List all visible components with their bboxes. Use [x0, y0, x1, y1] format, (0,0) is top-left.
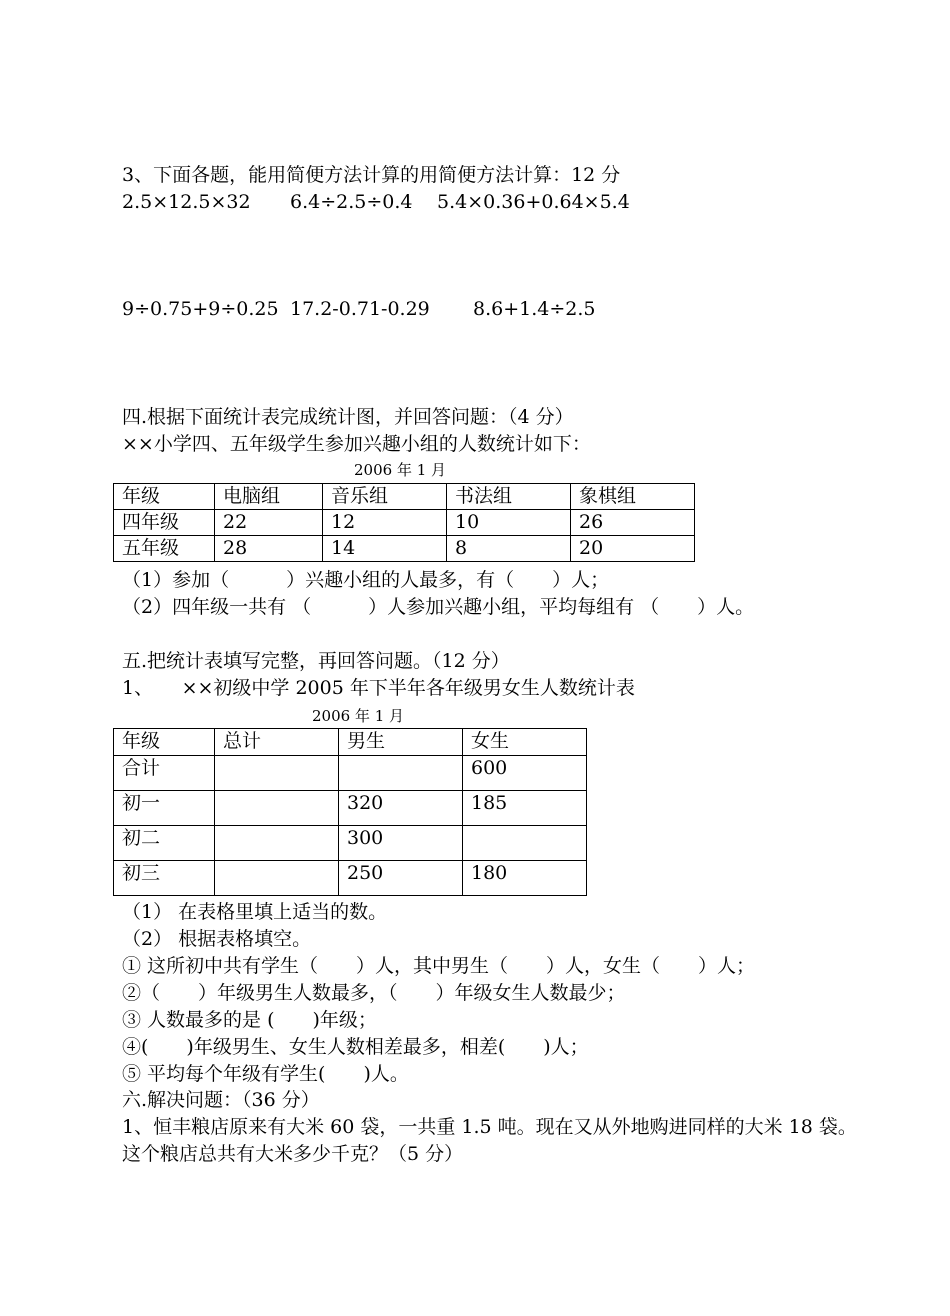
section4-title: 四.根据下面统计表完成统计图，并回答问题：（4 分） — [122, 406, 574, 428]
table-cell: 初二 — [114, 826, 215, 861]
table-cell: 180 — [463, 861, 587, 896]
table-cell — [215, 861, 339, 896]
table-header-cell: 音乐组 — [323, 484, 447, 510]
section5-question-2: （2） 根据表格填空。 — [122, 928, 312, 950]
table-header-row — [114, 729, 587, 756]
table-cell: 320 — [339, 791, 463, 826]
table-cell: 四年级 — [114, 510, 215, 536]
table-cell: 初三 — [114, 861, 215, 896]
table-header-cell: 年级 — [114, 729, 215, 756]
section5-item-2: ②（ ）年级男生人数最多，（ ）年级女生人数最少； — [122, 982, 626, 1004]
table-cell — [215, 791, 339, 826]
table-cell — [215, 756, 339, 791]
expr-4: 9÷0.75+9÷0.25 — [122, 298, 279, 320]
section6-title: 六.解决问题：（36 分） — [122, 1089, 320, 1111]
section4-question-1: （1）参加（ ）兴趣小组的人最多，有（ ）人； — [122, 569, 610, 591]
table-row — [114, 826, 587, 861]
interest-group-table — [113, 483, 695, 562]
table-cell: 10 — [447, 510, 571, 536]
problem-1-line-1: 1、恒丰粮店原来有大米 60 袋，一共重 1.5 吨。现在又从外地购进同样的大米 18 袋。 — [122, 1116, 857, 1138]
table-row — [114, 510, 695, 536]
problem-1-line-2: 这个粮店总共有大米多少千克？（5 分） — [122, 1143, 464, 1165]
table-header-cell: 总计 — [215, 729, 339, 756]
table-cell: 250 — [339, 861, 463, 896]
section4-question-2: （2）四年级一共有 （ ）人参加兴趣小组，平均每组有 （ ）人。 — [122, 596, 755, 618]
table-header-cell: 象棋组 — [571, 484, 695, 510]
table-row — [114, 536, 695, 562]
table-cell: 8 — [447, 536, 571, 562]
table-cell — [463, 826, 587, 861]
table-cell: 22 — [215, 510, 323, 536]
expr-3: 5.4×0.36+0.64×5.4 — [437, 191, 630, 213]
table-cell: 26 — [571, 510, 695, 536]
expr-5: 17.2-0.71-0.29 — [290, 298, 430, 320]
table-cell: 185 — [463, 791, 587, 826]
table-cell: 28 — [215, 536, 323, 562]
table-cell: 五年级 — [114, 536, 215, 562]
expr-6: 8.6+1.4÷2.5 — [473, 298, 596, 320]
table-cell: 合计 — [114, 756, 215, 791]
section5-date: 2006 年 1 月 — [312, 707, 405, 725]
section5-item-4: ④( )年级男生、女生人数相差最多，相差( )人； — [122, 1036, 589, 1058]
section5-title: 五.把统计表填写完整，再回答问题。（12 分） — [122, 650, 510, 672]
table-cell: 初一 — [114, 791, 215, 826]
table-cell — [215, 826, 339, 861]
section5-subtitle: 1、 ××初级中学 2005 年下半年各年级男女生人数统计表 — [122, 677, 635, 699]
expr-2: 6.4÷2.5÷0.4 — [290, 191, 413, 213]
table-row — [114, 756, 587, 791]
section5-question-1: （1） 在表格里填上适当的数。 — [122, 901, 388, 923]
table-cell: 20 — [571, 536, 695, 562]
table-header-cell: 年级 — [114, 484, 215, 510]
table-header-cell: 电脑组 — [215, 484, 323, 510]
table-header-cell: 男生 — [339, 729, 463, 756]
table-cell: 600 — [463, 756, 587, 791]
expr-1: 2.5×12.5×32 — [122, 191, 251, 213]
table-row — [114, 861, 587, 896]
student-count-table — [113, 728, 587, 896]
section4-date: 2006 年 1 月 — [354, 461, 447, 479]
section5-item-5: ⑤ 平均每个年级有学生( )人。 — [122, 1063, 409, 1085]
table-cell: 12 — [323, 510, 447, 536]
table-header-cell: 女生 — [463, 729, 587, 756]
table-header-row — [114, 484, 695, 510]
table-cell: 300 — [339, 826, 463, 861]
section4-subtitle: ××小学四、五年级学生参加兴趣小组的人数统计如下： — [122, 433, 591, 455]
section5-item-3: ③ 人数最多的是 ( )年级； — [122, 1009, 377, 1031]
table-row — [114, 791, 587, 826]
section5-item-1: ① 这所初中共有学生（ ）人，其中男生（ ）人，女生（ ）人； — [122, 955, 756, 977]
table-header-cell: 书法组 — [447, 484, 571, 510]
table-cell — [339, 756, 463, 791]
section3-title: 3、下面各题，能用简便方法计算的用简便方法计算：12 分 — [122, 164, 621, 186]
table-cell: 14 — [323, 536, 447, 562]
